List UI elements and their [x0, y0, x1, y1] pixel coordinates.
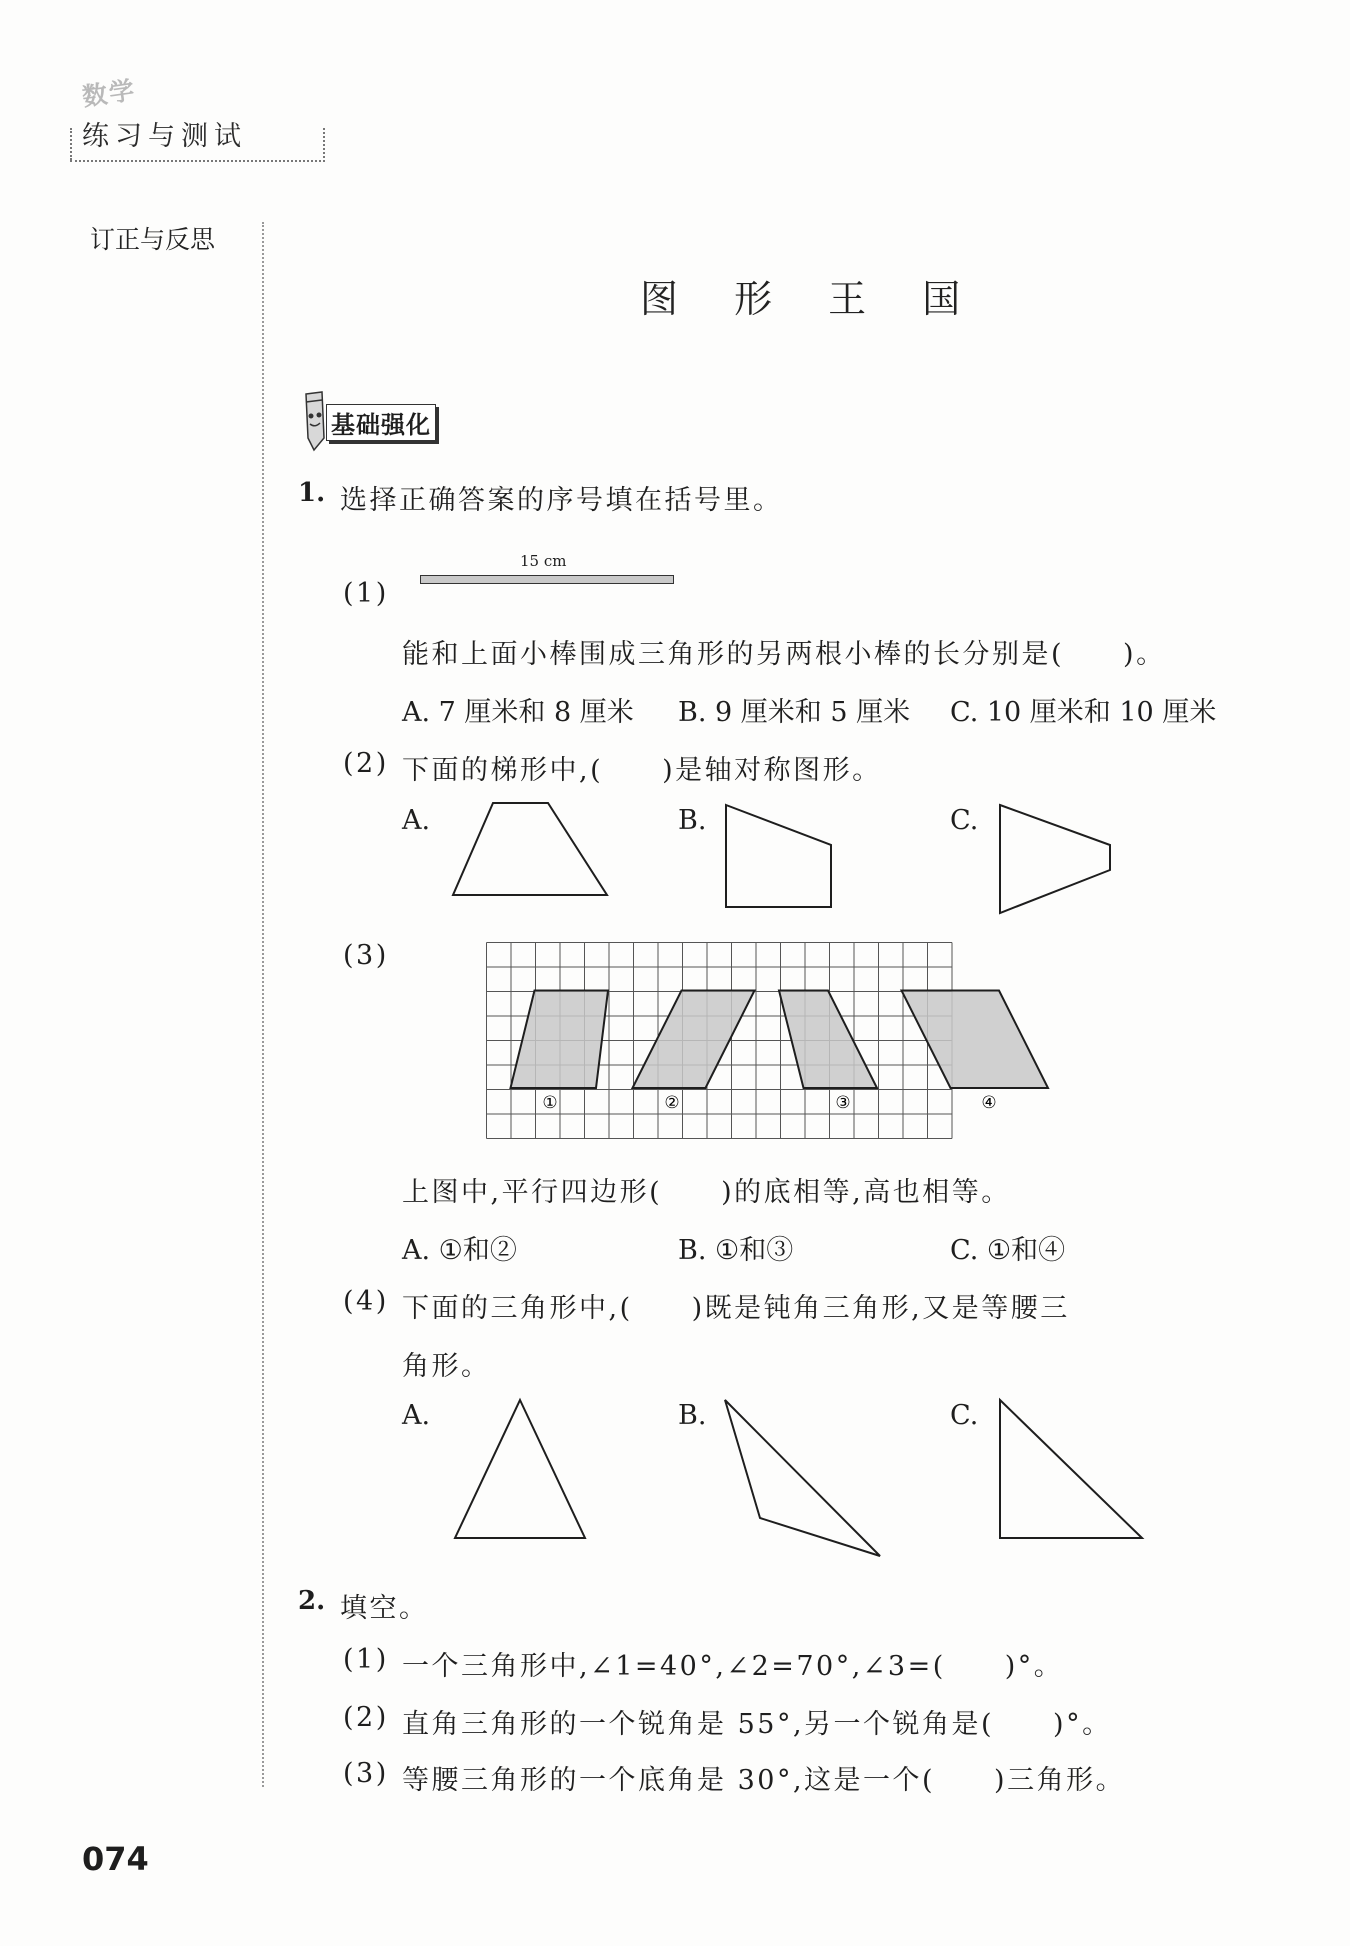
triangle-figures	[440, 1390, 1160, 1570]
page-title: 图 形 王 国	[640, 277, 983, 321]
q1-2-option-a: A.	[402, 805, 431, 836]
parallelogram-2	[633, 991, 755, 1089]
margin-divider	[262, 222, 264, 1787]
q1-1-option-c: C. 10 厘米和 10 厘米	[950, 697, 1217, 728]
q2-3-question: 等腰三角形的一个底角是 30°,这是一个( )三角形。	[402, 1765, 1126, 1796]
q2-2-question: 直角三角形的一个锐角是 55°,另一个锐角是( )°。	[402, 1709, 1112, 1740]
parallelogram-mark-4: ④	[981, 1093, 997, 1113]
page-number: 074	[82, 1840, 149, 1878]
brand-subject: 数学	[80, 75, 138, 112]
q1-prompt: 选择正确答案的序号填在括号里。	[340, 485, 783, 516]
q1-2-label: (2)	[343, 748, 389, 779]
q1-4-option-a: A.	[402, 1400, 431, 1431]
parallelogram-3	[779, 991, 877, 1089]
q1-3-option-b: B. ①和③	[678, 1235, 794, 1266]
q1-3-question: 上图中,平行四边形( )的底相等,高也相等。	[402, 1177, 1011, 1208]
q1-3-option-a: A. ①和②	[402, 1235, 517, 1266]
q1-4-option-b: B.	[678, 1400, 707, 1431]
trapezoid-c	[1000, 805, 1110, 913]
q1-3-label: (3)	[343, 940, 389, 971]
q1-4-question-line2: 角形。	[402, 1351, 491, 1382]
q1-1-option-a: A. 7 厘米和 8 厘米	[402, 697, 634, 728]
q1-1-question: 能和上面小棒围成三角形的另两根小棒的长分别是( )。	[402, 639, 1166, 670]
brand-frame	[70, 128, 325, 162]
triangle-b	[725, 1400, 880, 1556]
parallelogram-grid	[486, 942, 1076, 1142]
q1-2-option-b: B.	[678, 805, 707, 836]
q2-1-label: (1)	[343, 1644, 389, 1675]
q2-2-label: (2)	[343, 1702, 389, 1733]
brand-book-title: 练习与测试	[82, 121, 247, 152]
triangle-a	[455, 1400, 585, 1538]
margin-note-heading: 订正与反思	[90, 225, 216, 254]
q2-3-label: (3)	[343, 1758, 389, 1789]
q1-1-label: (1)	[343, 578, 389, 609]
q1-2-option-c: C.	[950, 805, 979, 836]
q1-2-question: 下面的梯形中,( )是轴对称图形。	[402, 755, 882, 786]
section-title: 基础强化	[326, 404, 436, 441]
parallelogram-1	[511, 991, 609, 1089]
section-badge	[298, 388, 468, 448]
q2-prompt: 填空。	[340, 1593, 429, 1624]
parallelogram-4	[902, 991, 1049, 1089]
stick-length-label: 15 cm	[520, 552, 567, 570]
q2-1-question: 一个三角形中,∠1=40°,∠2=70°,∠3=( )°。	[402, 1651, 1064, 1682]
trapezoid-a	[453, 803, 607, 895]
trapezoid-b	[726, 805, 831, 907]
trapezoid-figures	[440, 795, 1120, 920]
parallelogram-mark-2: ②	[664, 1093, 680, 1113]
q1-number: 1.	[298, 478, 326, 508]
q1-4-option-c: C.	[950, 1400, 979, 1431]
parallelogram-mark-1: ①	[542, 1093, 558, 1113]
q1-3-option-c: C. ①和④	[950, 1235, 1066, 1266]
q2-number: 2.	[298, 1586, 326, 1616]
parallelogram-mark-3: ③	[835, 1093, 851, 1113]
triangle-c	[1000, 1400, 1142, 1538]
q1-4-question-line1: 下面的三角形中,( )既是钝角三角形,又是等腰三	[402, 1293, 1070, 1324]
q1-4-label: (4)	[343, 1286, 389, 1317]
q1-1-option-b: B. 9 厘米和 5 厘米	[678, 697, 911, 728]
stick	[420, 575, 674, 584]
